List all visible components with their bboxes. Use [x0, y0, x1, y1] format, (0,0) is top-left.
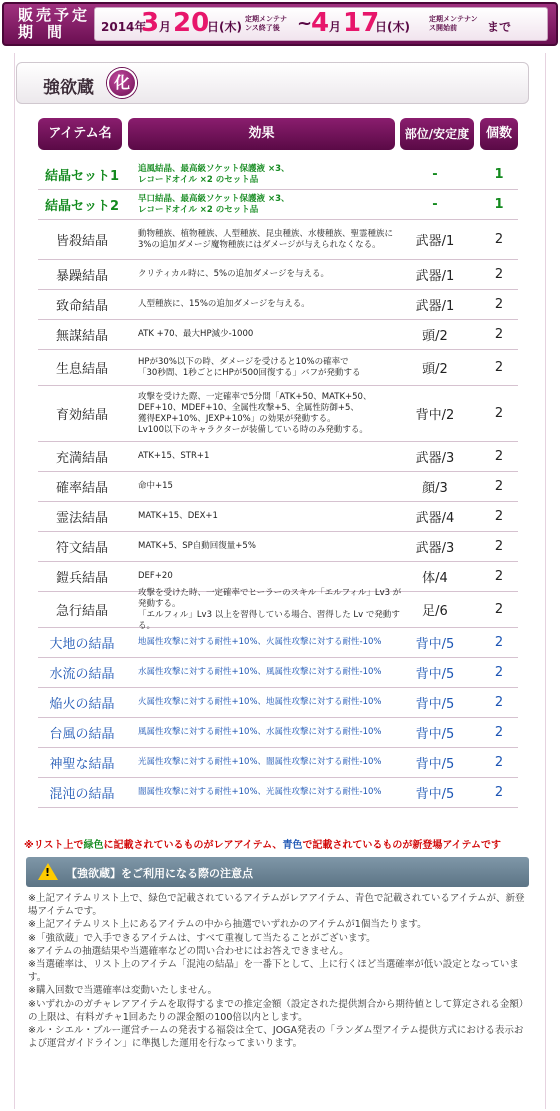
item-effect	[138, 160, 408, 189]
item-name: 暴躁結晶	[55, 269, 108, 284]
item-count: 2	[494, 725, 504, 740]
item-count: 2	[494, 232, 504, 247]
item-effect	[138, 472, 408, 501]
end-day: 17	[343, 8, 380, 38]
header-effect: 効果	[128, 118, 395, 150]
sale-period-banner	[2, 2, 558, 46]
start-notice: 定期メンテナンス終了後	[245, 15, 287, 32]
effect-line: 追風結晶、最高級ソケット保護液 ×3、	[138, 163, 290, 174]
item-count: 1	[494, 197, 504, 212]
table-row	[38, 386, 518, 442]
table-row	[38, 290, 518, 320]
sale-period-label	[6, 6, 92, 42]
item-effect	[138, 190, 408, 219]
item-part-stability: 武器/3	[415, 541, 455, 556]
item-effect	[138, 386, 408, 441]
effect-line: 獲得EXP+10%、JEXP+10%」の効果が発動する。	[138, 413, 336, 424]
effect-line: 3%の追加ダメージ魔物種族にはダメージが与えられなくなる。	[138, 239, 381, 250]
table-row	[38, 320, 518, 350]
caution-title: 【強欲蔵】をご利用になる際の注意点	[66, 867, 253, 880]
effect-line: MATK+5、SP自動回復量+5%	[138, 541, 256, 551]
table-row	[38, 587, 518, 631]
item-effect	[138, 442, 408, 471]
item-name: 確率結晶	[55, 481, 108, 496]
item-part-stability: 武器/1	[415, 299, 455, 314]
effect-line: 動物種族、植物種族、人型種族、昆虫種族、水棲種族、聖霊種族に	[138, 228, 394, 239]
effect-line: クリティカル時に、5%の追加ダメージを与える。	[138, 269, 329, 279]
end-month-unit: 月	[329, 20, 342, 34]
caution-item: ※アイテムの抽選結果や当選確率などの問い合わせにはお答えできません。	[28, 945, 349, 957]
caution-notes	[28, 892, 528, 1050]
table-row	[38, 350, 518, 386]
effect-line: DEF+10、MDEF+10、全属性攻撃+5、全属性防御+5、	[138, 402, 359, 413]
table-row	[38, 260, 518, 290]
legend-part3: で記載されているものが新登場アイテムです	[302, 840, 502, 851]
item-part-stability: 背中/2	[415, 408, 455, 423]
item-effect	[138, 587, 408, 631]
item-effect	[138, 718, 408, 747]
table-row	[38, 658, 518, 688]
item-count: 2	[494, 635, 504, 650]
end-notice: 定期メンテナンス開始前	[429, 15, 478, 32]
item-part-stability: 武器/1	[415, 269, 455, 284]
item-effect	[138, 658, 408, 687]
legend-note	[24, 836, 544, 851]
caution-header	[26, 857, 529, 887]
end-day-unit: 日(木)	[375, 20, 410, 34]
item-count: 1	[494, 167, 504, 182]
item-name: 大地の結晶	[49, 637, 115, 652]
table-row	[38, 628, 518, 658]
item-part-stability: 背中/5	[415, 667, 455, 682]
label-line1: 販売予定	[18, 6, 91, 24]
effect-line: ATK+15、STR+1	[138, 451, 210, 461]
caution-item: ※「強欲蔵」で入手できるアイテムは、すべて重複して当たることがございます。	[28, 932, 376, 944]
item-name: 水流の結晶	[49, 667, 115, 682]
header-count: 個数	[480, 118, 518, 150]
section-header	[16, 62, 529, 104]
tilde: ~	[297, 13, 313, 34]
until-label: まで	[487, 20, 512, 34]
start-month-unit: 月	[159, 20, 172, 34]
badge-icon: 化	[107, 68, 137, 98]
table-row	[38, 748, 518, 778]
year: 2014年	[101, 20, 147, 34]
item-name: 生息結晶	[55, 362, 108, 377]
item-effect	[138, 748, 408, 777]
item-count: 2	[494, 755, 504, 770]
effect-line: 闇属性攻撃に対する耐性+10%、光属性攻撃に対する耐性-10%	[138, 787, 382, 797]
item-effect	[138, 502, 408, 531]
item-name: 充満結晶	[55, 451, 108, 466]
caution-item: ※ル・シエル・ブルー運営チームの発表する福袋は全て、JOGA発表の「ランダム型アイテム提供方式における表示および運営ガイドライン」に準拠した運用を行なってまいります。	[28, 1025, 524, 1050]
item-count: 2	[494, 602, 504, 617]
item-name: 神聖な結晶	[49, 757, 115, 772]
effect-line: レコードオイル ×2 のセット品	[138, 174, 259, 185]
section-title: 強欲蔵	[43, 78, 94, 98]
item-name: 符文結晶	[55, 541, 108, 556]
table-row	[38, 688, 518, 718]
warning-mark: !	[45, 866, 51, 879]
table-row	[38, 472, 518, 502]
item-count: 2	[494, 539, 504, 554]
table-row	[38, 502, 518, 532]
item-part-stability: 武器/4	[415, 511, 455, 526]
item-count: 2	[494, 665, 504, 680]
item-count: 2	[494, 267, 504, 282]
item-count: 2	[494, 449, 504, 464]
item-effect	[138, 220, 408, 259]
item-part-stability: -	[432, 197, 438, 212]
effect-line: Lv100以下のキャラクターが装備している時のみ発動する。	[138, 424, 368, 435]
item-effect	[138, 350, 408, 385]
item-name: 霊法結晶	[55, 511, 108, 526]
item-part-stability: -	[432, 167, 438, 182]
item-part-stability: 頭/2	[422, 329, 448, 344]
start-day: 20	[173, 8, 210, 38]
effect-line: レコードオイル ×2 のセット品	[138, 204, 259, 215]
label-line2: 期間	[18, 23, 77, 41]
item-part-stability: 足/6	[422, 604, 448, 619]
effect-line: 人型種族に、15%の追加ダメージを与える。	[138, 299, 310, 309]
item-part-stability: 武器/1	[415, 234, 455, 249]
item-name: 焔火の結晶	[49, 697, 115, 712]
item-count: 2	[494, 569, 504, 584]
effect-line: HPが30%以下の時、ダメージを受けると10%の確率で	[138, 356, 349, 367]
item-part-stability: 背中/5	[415, 727, 455, 742]
item-effect	[138, 320, 408, 349]
table-row	[38, 190, 518, 220]
item-count: 2	[494, 785, 504, 800]
caution-item: ※当選確率は、リスト上のアイテム「混沌の結晶」を一番下として、上に行くほど当選確率が低い設定となっています。	[28, 959, 519, 984]
item-name: 鎧兵結晶	[55, 571, 108, 586]
start-month: 3	[141, 8, 160, 38]
item-effect	[138, 688, 408, 717]
item-name: 結晶セット2	[44, 199, 120, 214]
item-count: 2	[494, 479, 504, 494]
item-part-stability: 顔/3	[422, 481, 448, 496]
item-name: 急行結晶	[55, 604, 108, 619]
effect-line: DEF+20	[138, 571, 173, 581]
caution-item: ※上記アイテムリスト上で、緑色で記載されているアイテムがレアアイテム、青色で記載されているアイテムが、新登場アイテムです。	[28, 893, 525, 918]
item-part-stability: 武器/3	[415, 451, 455, 466]
effect-line: 火属性攻撃に対する耐性+10%、地属性攻撃に対する耐性-10%	[138, 697, 382, 707]
effect-line: MATK+15、DEX+1	[138, 511, 218, 521]
item-part-stability: 背中/5	[415, 637, 455, 652]
effect-line: 早口結晶、最高級ソケット保護液 ×3、	[138, 193, 290, 204]
item-part-stability: 背中/5	[415, 757, 455, 772]
caution-item: ※いずれかのガチャレアアイテムを取得するまでの推定金額（設定された提供割合から期待値として算定される金額）の上限は、有料ガチャ1回あたりの課金額の100倍以内とします。	[28, 998, 524, 1023]
item-count: 2	[494, 360, 504, 375]
effect-line: 「エルフィル」Lv3 以上を習得している場合、習得した Lv で発動する。	[138, 609, 400, 631]
header-item-name: アイテム名	[38, 118, 122, 150]
item-count: 2	[494, 327, 504, 342]
caution-item: ※購入回数で当選確率は変動いたしません。	[28, 985, 218, 997]
item-part-stability: 背中/5	[415, 787, 455, 802]
item-part-stability: 背中/5	[415, 697, 455, 712]
legend-green: 緑色	[83, 840, 104, 851]
legend-part2: に記載されているものがレアアイテム、	[103, 840, 283, 851]
start-day-unit: 日(木)	[207, 20, 242, 34]
effect-line: 攻撃を受けた際、一定確率で5分間「ATK+50、MATK+50、	[138, 391, 372, 402]
table-row	[38, 220, 518, 260]
item-count: 2	[494, 297, 504, 312]
item-name: 致命結晶	[55, 299, 108, 314]
effect-line: 命中+15	[138, 481, 173, 491]
table-row	[38, 778, 518, 808]
item-name: 混沌の結晶	[49, 787, 115, 802]
legend-part1: ※リスト上で	[24, 840, 84, 851]
effect-line: 攻撃を受けた時、一定確率でヒーラーのスキル「エルフィル」Lv3 が発動する。	[138, 587, 402, 609]
item-effect	[138, 290, 408, 319]
item-name: 台風の結晶	[49, 727, 115, 742]
item-name: 皆殺結晶	[55, 234, 108, 249]
item-count: 2	[494, 406, 504, 421]
effect-line: 水属性攻撃に対する耐性+10%、風属性攻撃に対する耐性-10%	[138, 667, 382, 677]
item-part-stability: 体/4	[422, 571, 448, 586]
item-part-stability: 頭/2	[422, 362, 448, 377]
item-effect	[138, 628, 408, 657]
caution-item: ※上記アイテムリスト上にあるアイテムの中から抽選でいずれかのアイテムが1個当たります。	[28, 919, 427, 931]
item-name: 無謀結晶	[55, 329, 108, 344]
table-row	[38, 442, 518, 472]
item-name: 結晶セット1	[44, 169, 120, 184]
item-effect	[138, 778, 408, 807]
effect-line: ATK +70、最大HP減少-1000	[138, 329, 254, 339]
item-count: 2	[494, 695, 504, 710]
effect-line: 風属性攻撃に対する耐性+10%、水属性攻撃に対する耐性-10%	[138, 727, 382, 737]
effect-line: 「30秒間、1秒ごとにHPが500回復する」バフが発動する	[138, 367, 361, 378]
table-row	[38, 532, 518, 562]
sale-period-dates	[94, 7, 548, 41]
item-name: 育効結晶	[55, 408, 108, 423]
header-part-stability: 部位/安定度	[400, 118, 474, 150]
effect-line: 光属性攻撃に対する耐性+10%、闇属性攻撃に対する耐性-10%	[138, 757, 382, 767]
item-count: 2	[494, 509, 504, 524]
table-row	[38, 160, 518, 190]
item-effect	[138, 532, 408, 561]
item-effect	[138, 260, 408, 289]
legend-blue: 青色	[282, 840, 303, 851]
table-row	[38, 718, 518, 748]
effect-line: 地属性攻撃に対する耐性+10%、火属性攻撃に対する耐性-10%	[138, 637, 382, 647]
end-month: 4	[311, 8, 330, 38]
